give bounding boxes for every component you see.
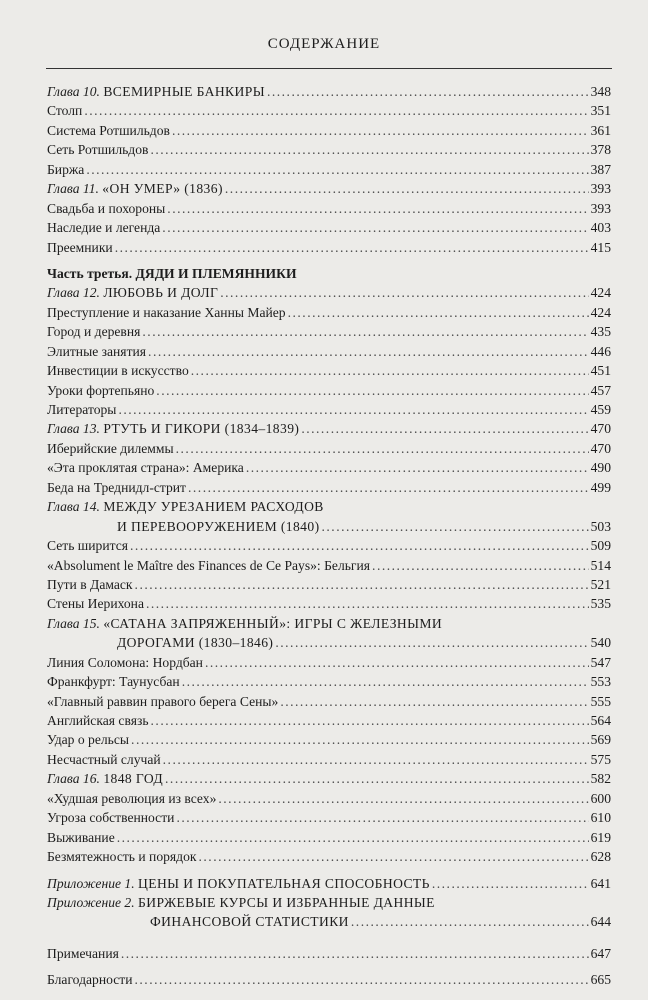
toc-title (47, 101, 82, 120)
toc-title (47, 218, 160, 237)
toc-title-text: БИРЖЕВЫЕ КУРСЫ И ИЗБРАННЫЕ ДАННЫЕ (138, 894, 435, 910)
dot-leader (372, 556, 589, 575)
toc-title-text: ВСЕМИРНЫЕ БАНКИРЫ (103, 84, 265, 99)
toc-title (47, 614, 442, 633)
toc-label: Глава 12. (47, 285, 100, 301)
dot-leader (121, 944, 589, 963)
dot-leader (148, 342, 589, 361)
dot-leader (130, 536, 589, 555)
page-number: 415 (590, 239, 611, 255)
toc-title (47, 400, 116, 419)
toc-title (47, 536, 128, 555)
toc-entry-row[interactable] (47, 361, 611, 380)
page-number: 610 (590, 810, 611, 826)
toc-title (47, 893, 435, 912)
toc-entry-row[interactable] (47, 789, 611, 808)
page-number: 641 (590, 875, 611, 891)
page-number: 499 (590, 479, 611, 495)
toc-entry-row[interactable] (47, 381, 611, 400)
page-number: 647 (590, 945, 611, 961)
toc-chapter-row[interactable] (47, 769, 611, 788)
dot-leader (162, 218, 588, 237)
toc-entry-row[interactable] (47, 672, 611, 691)
toc-title-text: Часть третья. ДЯДИ И ПЛЕМЯННИКИ (47, 265, 297, 281)
toc-chapter-row[interactable] (47, 283, 611, 302)
toc-entry-row[interactable] (47, 575, 611, 594)
dot-leader (156, 381, 588, 400)
toc-entry-row[interactable] (47, 303, 611, 322)
toc-back-row[interactable] (47, 944, 611, 963)
dot-leader (267, 82, 589, 101)
dot-leader (246, 458, 589, 477)
page-number: 387 (590, 161, 611, 177)
page-footer (0, 986, 648, 994)
dot-leader (176, 439, 589, 458)
toc-title-text: Сеть ширится (47, 538, 129, 554)
dot-leader (199, 847, 589, 866)
toc-title-text: Выживание (47, 829, 115, 845)
toc-title (47, 912, 349, 931)
toc-title (47, 808, 174, 827)
toc-title (47, 497, 324, 516)
toc-entry-row[interactable] (47, 847, 611, 866)
toc-part-row[interactable] (47, 264, 611, 283)
toc-entry-row[interactable] (47, 322, 611, 341)
toc-title (47, 478, 186, 497)
page-number: 424 (590, 304, 611, 320)
toc-title-text: «Худшая революция из всех» (47, 790, 217, 806)
toc-title (47, 847, 197, 866)
page-number: 470 (590, 440, 611, 456)
page-number: 665 (590, 972, 611, 988)
dot-leader (176, 808, 588, 827)
toc-entry-row[interactable] (47, 199, 611, 218)
page-number: 424 (590, 285, 611, 301)
toc-title (47, 179, 223, 198)
toc-label: Глава 16. (47, 771, 100, 787)
toc-title-text: РТУТЬ И ГИКОРИ (1834–1839) (103, 421, 300, 437)
header-rule (46, 68, 612, 69)
toc-chapter-row[interactable] (47, 497, 611, 516)
toc-title (47, 711, 149, 730)
toc-entry-row[interactable] (47, 750, 611, 769)
toc-title-text: Примечания (47, 945, 119, 961)
page-number: 535 (590, 596, 611, 612)
page-number: 521 (590, 576, 611, 592)
table-of-contents (47, 82, 611, 990)
toc-title-text: Линия Соломона: Нордбан (47, 654, 203, 670)
page-number: 514 (590, 557, 611, 573)
toc-title-text: Город и деревня (47, 324, 141, 340)
toc-title (47, 140, 148, 159)
toc-chapter-row[interactable] (47, 419, 611, 438)
toc-title-text: ЛЮБОВЬ И ДОЛГ (103, 285, 219, 301)
toc-title-text: ФИНАНСОВОЙ СТАТИСТИКИ (150, 914, 349, 930)
toc-entry-row[interactable] (47, 342, 611, 361)
toc-title-text: Беда на Треднидл-стрит (47, 479, 186, 495)
toc-title-text: Иберийские дилеммы (47, 440, 174, 456)
toc-title-text: Безмятежность и порядок (47, 849, 197, 865)
toc-entry-row[interactable] (47, 536, 611, 555)
page-number: 351 (590, 103, 611, 119)
page-number: 446 (590, 343, 611, 359)
toc-label: Глава 11. (47, 181, 99, 197)
toc-title-text: Пути в Дамаск (47, 576, 133, 592)
page-number: 575 (590, 751, 611, 767)
page-number: 509 (590, 538, 611, 554)
dot-leader (220, 283, 588, 302)
dot-leader (163, 750, 589, 769)
toc-title (47, 789, 216, 808)
dot-leader (218, 789, 588, 808)
toc-appendix-row[interactable] (47, 893, 611, 912)
toc-chapter-cont-row[interactable] (47, 912, 611, 931)
dot-leader (188, 478, 589, 497)
page-number: 470 (590, 421, 611, 437)
toc-title (47, 517, 320, 536)
toc-title-text: «Absolument le Maître des Finances de Ce Pays»: Бельгия (47, 557, 371, 573)
page-number: 628 (590, 849, 611, 865)
toc-title-text: Свадьба и похороны (47, 200, 166, 216)
toc-label: Глава 13. (47, 421, 100, 437)
toc-entry-row[interactable] (47, 808, 611, 827)
dot-leader (135, 575, 589, 594)
dot-leader (351, 912, 589, 931)
toc-title (47, 594, 144, 613)
toc-title (47, 439, 174, 458)
toc-title (47, 633, 273, 652)
dot-leader (84, 101, 588, 120)
toc-title (47, 342, 146, 361)
page-number: 540 (590, 635, 611, 651)
toc-label: Глава 10. (47, 84, 100, 99)
toc-title (47, 199, 165, 218)
toc-label: Глава 14. (47, 499, 100, 515)
toc-chapter-row[interactable] (47, 614, 611, 633)
toc-entry-row[interactable] (47, 121, 611, 140)
dot-leader (275, 633, 588, 652)
toc-title-text: Столп (47, 103, 83, 119)
page-number: 490 (590, 460, 611, 476)
toc-entry-row[interactable] (47, 556, 611, 575)
toc-title (47, 458, 244, 477)
toc-title (47, 283, 218, 302)
dot-leader (86, 160, 588, 179)
dot-leader (167, 199, 588, 218)
dot-leader (288, 303, 589, 322)
toc-chapter-cont-row[interactable] (47, 517, 611, 536)
toc-title (47, 750, 161, 769)
toc-title (47, 730, 129, 749)
dot-leader (117, 828, 589, 847)
page-number: 393 (590, 181, 611, 197)
page-number: 582 (590, 771, 611, 787)
page-number: 457 (590, 382, 611, 398)
page-number: 378 (590, 142, 611, 158)
toc-title (47, 944, 119, 963)
dot-leader (150, 140, 588, 159)
toc-entry-row[interactable] (47, 692, 611, 711)
toc-label: Глава 15. (47, 615, 100, 631)
toc-chapter-cont-row[interactable] (47, 633, 611, 652)
page-number: 503 (590, 518, 611, 534)
toc-title-text: И ПЕРЕВООРУЖЕНИЕМ (1840) (117, 518, 320, 534)
toc-title-text: «Эта проклятая страна»: Америка (47, 460, 244, 476)
toc-entry-row[interactable] (47, 160, 611, 179)
toc-title-text: Преступление и наказание Ханны Майер (47, 304, 286, 320)
toc-title-text: 1848 ГОД (103, 771, 164, 787)
toc-title-text: Английская связь (47, 713, 149, 728)
toc-title-text: Преемники (47, 239, 113, 255)
toc-title-text: Элитные занятия (47, 343, 147, 359)
dot-leader (322, 517, 589, 536)
page-number: 600 (590, 790, 611, 806)
toc-chapter-row[interactable] (47, 82, 611, 101)
dot-leader (205, 653, 589, 672)
toc-entry-row[interactable] (47, 218, 611, 237)
toc-title (47, 264, 297, 283)
toc-title (47, 381, 154, 400)
toc-title-text: Биржа (47, 161, 85, 177)
toc-title (47, 322, 140, 341)
dot-leader (225, 179, 589, 198)
dot-leader (151, 711, 589, 730)
toc-title (47, 556, 370, 575)
toc-title (47, 828, 115, 847)
toc-entry-row[interactable] (47, 730, 611, 749)
page-number: 619 (590, 829, 611, 845)
dot-leader (146, 594, 589, 613)
toc-entry-row[interactable] (47, 400, 611, 419)
toc-title-text: Инвестиции в искусство (47, 363, 189, 379)
toc-entry-row[interactable] (47, 711, 611, 730)
toc-entry-row[interactable] (47, 439, 611, 458)
toc-chapter-row[interactable] (47, 179, 611, 198)
toc-entry-row[interactable] (47, 458, 611, 477)
toc-title-text: Наследие и легенда (47, 220, 161, 236)
toc-title-text: Сеть Ротшильдов (47, 142, 149, 158)
toc-label: Приложение 1. (47, 875, 135, 891)
toc-title-text: Франкфурт: Таунусбан (47, 674, 180, 690)
toc-title-text: ЦЕНЫ И ПОКУПАТЕЛЬНАЯ СПОСОБНОСТЬ (138, 875, 430, 891)
dot-leader (115, 238, 589, 257)
dot-leader (280, 692, 588, 711)
toc-title (47, 238, 113, 257)
dot-leader (172, 121, 589, 140)
toc-title-text: Уроки фортепьяно (47, 382, 155, 398)
page-number: 564 (590, 713, 611, 728)
toc-title-text: Система Ротшильдов (47, 122, 170, 138)
toc-title-text: Литераторы (47, 402, 117, 417)
toc-entry-row[interactable] (47, 828, 611, 847)
toc-entry-row[interactable] (47, 478, 611, 497)
toc-title (47, 82, 265, 101)
dot-leader (131, 730, 589, 749)
dot-leader (191, 361, 589, 380)
page-number: 361 (590, 122, 611, 138)
toc-title-text: «Главный раввин правого берега Сены» (47, 693, 279, 709)
dot-leader (118, 400, 588, 419)
page-number: 547 (590, 654, 611, 670)
toc-entry-row[interactable] (47, 653, 611, 672)
toc-title (47, 672, 180, 691)
page-title: СОДЕРЖАНИЕ (267, 36, 381, 52)
dot-leader (301, 419, 588, 438)
toc-label: Приложение 2. (47, 894, 135, 910)
page-number: 555 (590, 693, 611, 709)
toc-title-text: Несчастный случай (47, 751, 161, 767)
dot-leader (142, 322, 588, 341)
toc-title-text: «ОН УМЕР» (1836) (102, 181, 223, 197)
toc-title (47, 419, 299, 438)
page-number: 435 (590, 324, 611, 340)
toc-title (47, 361, 189, 380)
toc-title-text: «САТАНА ЗАПРЯЖЕННЫЙ»: ИГРЫ С ЖЕЛЕЗНЫМИ (103, 615, 443, 631)
toc-title-text: Угроза собственности (47, 810, 175, 826)
toc-title (47, 160, 84, 179)
page-number: 451 (590, 363, 611, 379)
page-number: 393 (590, 200, 611, 216)
toc-entry-row[interactable] (47, 594, 611, 613)
page-number: 553 (590, 674, 611, 690)
page-number: 459 (590, 402, 611, 417)
toc-entry-row[interactable] (47, 238, 611, 257)
toc-entry-row[interactable] (47, 140, 611, 159)
dot-leader (182, 672, 589, 691)
page-number: 403 (590, 220, 611, 236)
page-number: 569 (590, 732, 611, 748)
toc-title (47, 121, 170, 140)
toc-title-text: Стены Иерихона (47, 596, 144, 612)
toc-title (47, 769, 163, 788)
dot-leader (432, 874, 589, 893)
toc-title-text: Удар о рельсы (47, 732, 130, 748)
toc-entry-row[interactable] (47, 101, 611, 120)
page-number: 644 (590, 914, 611, 930)
toc-title-text: Благодарности (47, 972, 133, 988)
toc-title (47, 874, 430, 893)
toc-title-text: МЕЖДУ УРЕЗАНИЕМ РАСХОДОВ (103, 499, 324, 515)
toc-title-text: ДОРОГАМИ (1830–1846) (117, 635, 274, 651)
toc-title (47, 653, 203, 672)
dot-leader (165, 769, 589, 788)
toc-appendix-row[interactable] (47, 874, 611, 893)
toc-title (47, 575, 133, 594)
toc-title (47, 303, 286, 322)
toc-title (47, 692, 278, 711)
page-number: 348 (590, 84, 611, 99)
